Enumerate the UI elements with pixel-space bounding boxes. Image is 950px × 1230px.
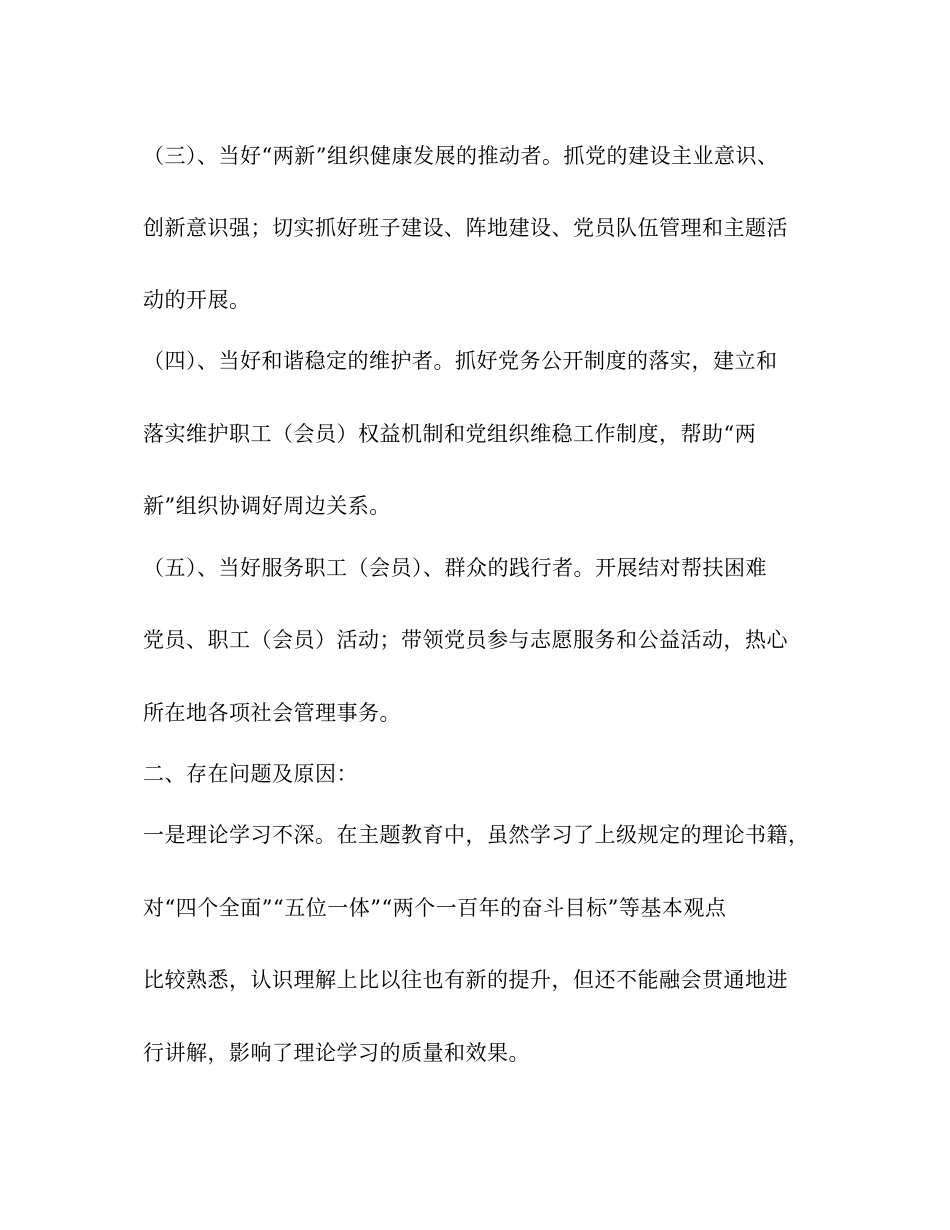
text-line: 所在地各项社会管理事务。 [143,701,401,725]
text-line: （五）、当好服务职工（会员）、群众的践行者。开展结对帮扶困难 [143,556,767,580]
text-line: （四）、当好和谐稳定的维护者。抓好党务公开制度的落实，建立和 [143,349,778,373]
section-heading: 二、存在问题及原因： [143,762,358,786]
text-line: 新”组织协调好周边关系。 [143,494,391,518]
text-line: 落实维护职工（会员）权益机制和党组织维稳工作制度，帮助“两 [143,422,757,446]
text-line: 一是理论学习不深。在主题教育中，虽然学习了上级规定的理论书籍， [143,823,810,847]
text-line: 党员、职工（会员）活动；带领党员参与志愿服务和公益活动，热心 [143,628,788,652]
text-line: 比较熟悉，认识理解上比以往也有新的提升，但还不能融会贯通地进 [143,968,788,992]
text-line: 动的开展。 [143,288,251,312]
text-line: 行讲解，影响了理论学习的质量和效果。 [143,1041,530,1065]
text-line: 对“四个全面”“五位一体”“两个一百年的奋斗目标”等基本观点 [143,896,727,920]
text-line: 创新意识强；切实抓好班子建设、阵地建设、党员队伍管理和主题活 [143,216,788,240]
text-line: （三）、当好“两新”组织健康发展的推动者。抓党的建设主业意识、 [143,144,779,168]
